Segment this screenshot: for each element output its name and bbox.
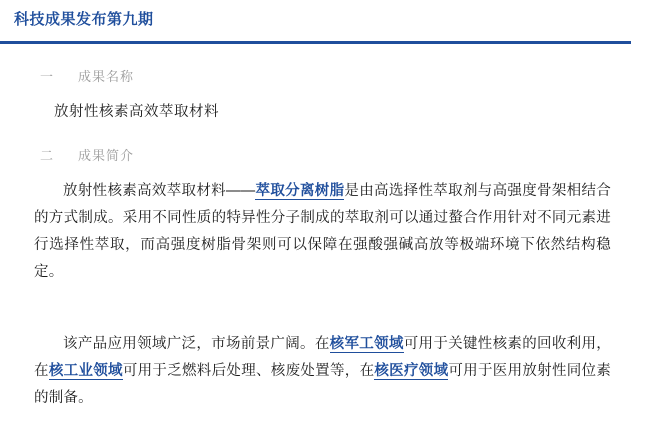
paragraph2-text-b: 可用于关键性核素的回收利用，在 (34, 335, 611, 379)
paragraph-spacer (34, 301, 611, 315)
section-label-intro: 成果简介 (78, 148, 135, 163)
paragraph2-text-d: 可用于医用放射性同位素的制备。 (34, 362, 612, 406)
paragraph1-text-a: 放射性核素高效萃取材料—— (63, 183, 256, 199)
highlight-extraction-resin: 萃取分离树脂 (255, 183, 345, 199)
document-header (0, 0, 645, 36)
paragraph1-text-b: 是由高选择性萃取剂与高强度骨架相结合的方式制成。采用不同性质的特异性分子制成的萃取剂可以通过螯合作用针对不同元素进行选择性萃取，而高强度树脂骨架则可以保障在强酸强碱高放等极端环境下依然结构稳定。 (34, 183, 611, 280)
section-label-name: 成果名称 (78, 69, 135, 84)
header-divider (0, 41, 631, 44)
document-body (0, 66, 645, 412)
section-number-one: 一 (40, 69, 55, 84)
result-name-value: 放射性核素高效萃取材料 (54, 104, 219, 120)
paragraph2-text-a: 该产品应用领域广泛，市场前景广阔。在 (63, 335, 330, 352)
section-heading-intro (34, 145, 611, 164)
page-title: 科技成果发布第九期 (14, 11, 154, 28)
paragraph2-text-c: 可用于乏燃料后处理、核废处置等，在 (122, 362, 375, 379)
highlight-nuclear-medicine: 核医疗领域 (374, 362, 449, 379)
intro-paragraph-2 (34, 331, 611, 412)
section-number-two: 二 (40, 148, 55, 163)
highlight-nuclear-military: 核军工领域 (329, 335, 404, 352)
intro-paragraph-1 (34, 178, 611, 286)
highlight-nuclear-industry: 核工业领域 (48, 362, 123, 379)
section-heading-name (34, 66, 611, 85)
